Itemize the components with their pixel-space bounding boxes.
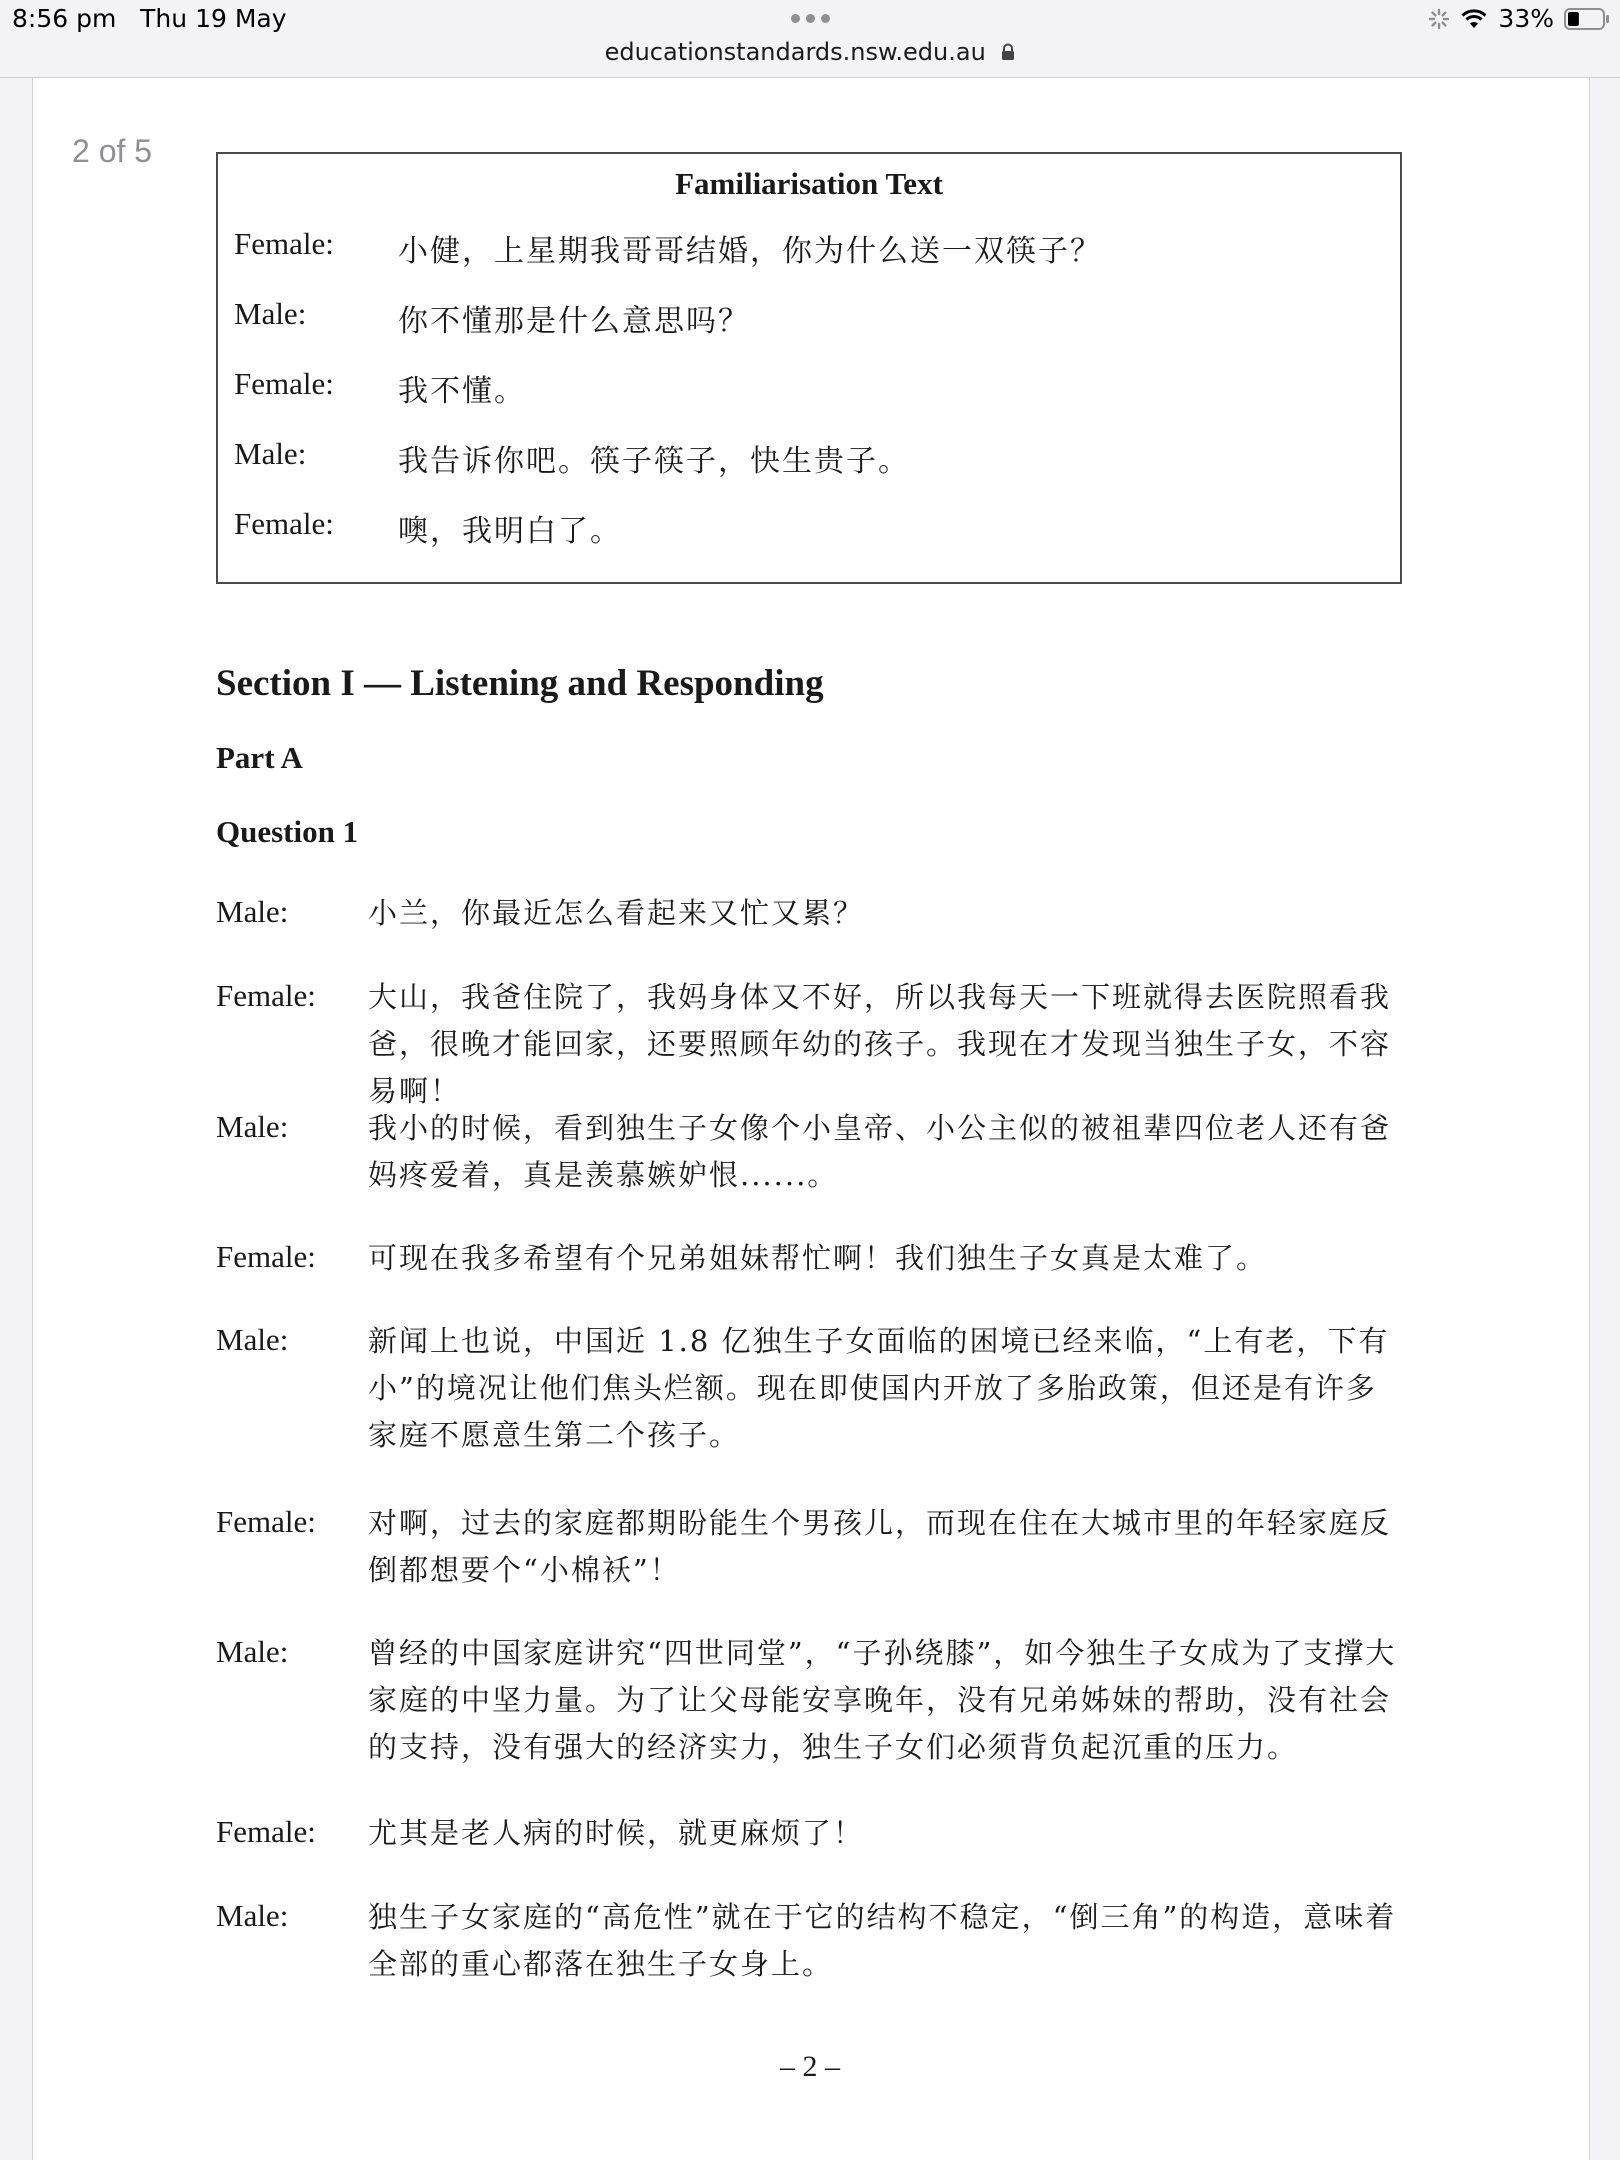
part-title: Part A [216, 740, 303, 775]
speaker-label: Female: [234, 506, 334, 541]
speaker-label: Male: [216, 1109, 289, 1144]
speaker-label: Female: [216, 1239, 316, 1274]
speaker-label: Female: [234, 226, 334, 261]
line-text: 噢，我明白了。 [398, 514, 622, 549]
wifi-icon [1460, 8, 1488, 30]
speaker-label: Male: [234, 436, 307, 471]
dialogue-text: 新闻上也说，中国近 1.8 亿独生子女面临的困境已经来临，“上有老，下有小”的境况让他们焦头烂额。现在即使国内开放了多胎政策，但还是有许多家庭不愿意生第二个孩子。 [368, 1324, 1390, 1452]
line-text: 我不懂。 [398, 374, 526, 409]
lock-icon [1001, 39, 1015, 67]
dialogue-text: 我小的时候，看到独生子女像个小皇帝、小公主似的被祖辈四位老人还有爸妈疼爱着，真是羡慕嫉妒恨......。 [368, 1111, 1392, 1192]
address-bar[interactable] [0, 38, 1620, 67]
section-title: Section I — Listening and Responding [216, 663, 824, 704]
speaker-label: Female: [216, 978, 316, 1013]
dialogue-text: 独生子女家庭的“高危性”就在于它的结构不稳定，“倒三角”的构造，意味着全部的重心都落在独生子女身上。 [368, 1900, 1397, 1981]
speaker-label: Female: [216, 1504, 316, 1539]
familiarisation-title: Familiarisation Text [675, 166, 943, 201]
status-time [12, 4, 287, 33]
speaker-label: Male: [216, 1898, 289, 1933]
multitasking-dots-icon[interactable] [780, 14, 840, 23]
line-text: 我告诉你吧。筷子筷子，快生贵子。 [398, 444, 910, 479]
battery-icon [1564, 7, 1610, 31]
speaker-label: Female: [234, 366, 334, 401]
speaker-label: Male: [234, 296, 307, 331]
clock-date: Thu 19 May [140, 4, 287, 33]
page-number: – 2 – [780, 2050, 840, 2083]
dialogue-text: 曾经的中国家庭讲究“四世同堂”，“子孙绕膝”，如今独生子女成为了支撑大家庭的中坚力量。为了让父母能安享晚年，没有兄弟姊妹的帮助，没有社会的支持，没有强大的经济实力，独生子女们必须背负起沉重的压力。 [368, 1636, 1397, 1764]
familiarisation-box [216, 152, 1402, 584]
status-bar [0, 0, 1620, 40]
speaker-label: Male: [216, 1322, 289, 1357]
question-title: Question 1 [216, 814, 359, 849]
dialogue-text: 小兰，你最近怎么看起来又忙又累？ [368, 896, 865, 930]
url-text: educationstandards.nsw.edu.au [604, 38, 986, 66]
clock-time: 8:56 pm [12, 4, 117, 33]
page-counter: 2 of 5 [72, 133, 153, 169]
dialogue-text: 可现在我多希望有个兄弟姐妹帮忙啊！我们独生子女真是太难了。 [368, 1241, 1268, 1275]
status-indicators [1428, 4, 1610, 33]
speaker-label: Male: [216, 894, 289, 929]
activity-spinner-icon [1428, 8, 1450, 30]
battery-percent: 33% [1498, 4, 1554, 33]
dialogue-text: 对啊，过去的家庭都期盼能生个男孩儿，而现在住在大城市里的年轻家庭反倒都想要个“小棉袄”！ [368, 1506, 1392, 1587]
line-text: 小健，上星期我哥哥结婚，你为什么送一双筷子？ [398, 234, 1102, 269]
line-text: 你不懂那是什么意思吗？ [398, 304, 750, 339]
dialogue-text: 大山，我爸住院了，我妈身体又不好，所以我每天一下班就得去医院照看我爸，很晚才能回家，还要照顾年幼的孩子。我现在才发现当独生子女，不容易啊！ [368, 980, 1392, 1108]
dialogue-text: 尤其是老人病的时候，就更麻烦了！ [368, 1816, 865, 1850]
speaker-label: Male: [216, 1634, 289, 1669]
speaker-label: Female: [216, 1814, 316, 1849]
